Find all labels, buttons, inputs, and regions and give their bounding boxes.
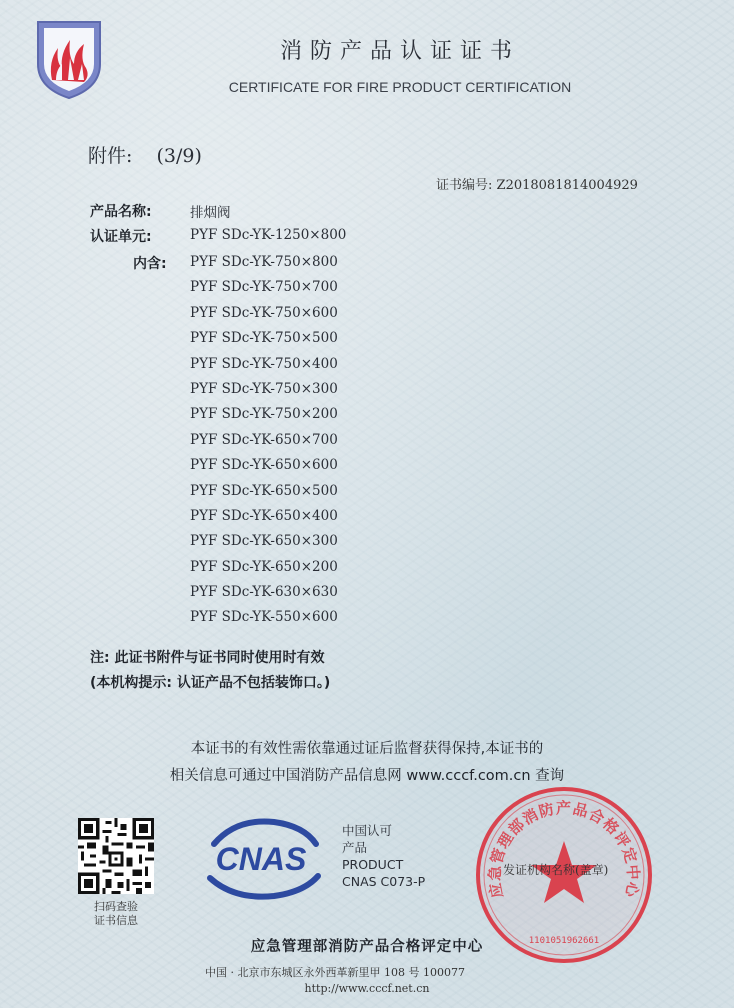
model-item: PYF SDc-YK-750×600 xyxy=(190,304,338,321)
issuing-organization: 应急管理部消防产品合格评定中心 xyxy=(250,939,484,955)
model-item: PYF SDc-YK-750×400 xyxy=(190,355,338,372)
model-item: PYF SDc-YK-750×800 xyxy=(190,254,338,270)
note-validity: 注: 此证书附件与证书同时使用时有效 xyxy=(90,650,325,666)
model-item: PYF SDc-YK-650×300 xyxy=(190,533,338,550)
product-name-value: 排烟阀 xyxy=(190,205,231,221)
model-item: PYF SDc-YK-650×500 xyxy=(190,482,338,499)
model-item: PYF SDc-YK-650×700 xyxy=(190,431,338,448)
cnas-line3: PRODUCT xyxy=(342,857,404,872)
certificate-title-en: CERTIFICATE FOR FIRE PRODUCT CERTIFICATION xyxy=(228,79,572,95)
model-item: PYF SDc-YK-750×500 xyxy=(190,330,338,347)
seal-org-text: 应急管理部消防产品合格评定中心 xyxy=(485,799,643,900)
cert-unit-label: 认证单元: xyxy=(90,229,152,245)
model-item: PYF SDc-YK-750×200 xyxy=(190,406,338,423)
model-item: PYF SDc-YK-650×400 xyxy=(190,507,338,524)
note-exclusion: (本机构提示: 认证产品不包括装饰口。) xyxy=(90,675,331,691)
cnas-line2: 产品 xyxy=(342,840,368,855)
contains-label: 内含: xyxy=(133,256,167,272)
qr-code-icon xyxy=(78,818,154,894)
cnas-accreditation-text xyxy=(342,822,425,890)
product-name-label: 产品名称: xyxy=(90,204,152,220)
certificate-number xyxy=(436,174,638,193)
cnas-logo-text: CNAS xyxy=(215,841,307,877)
qr-label-line2: 证书信息 xyxy=(94,914,138,927)
model-list xyxy=(190,254,338,635)
model-item: PYF SDc-YK-550×600 xyxy=(190,609,338,626)
cnas-line1: 中国认可 xyxy=(342,823,393,838)
cnas-logo-icon xyxy=(196,814,326,904)
attachment-line xyxy=(88,141,202,168)
model-item: PYF SDc-YK-750×700 xyxy=(190,279,338,296)
qr-label-line1: 扫码查验 xyxy=(94,900,138,913)
issuer-seal-note: 发证机构名称(盖章) xyxy=(503,863,609,877)
cnas-line4: CNAS C073-P xyxy=(342,874,426,889)
certificate-title-cn: 消防产品认证证书 xyxy=(279,39,520,64)
model-item: PYF SDc-YK-650×600 xyxy=(190,457,338,474)
organization-address: 中国 · 北京市东城区永外西革新里甲 108 号 100077 xyxy=(205,966,465,979)
model-item: PYF SDc-YK-750×300 xyxy=(190,380,338,397)
model-item: PYF SDc-YK-650×200 xyxy=(190,558,338,575)
qr-code-label xyxy=(80,900,152,928)
organization-url: http://www.cccf.net.cn xyxy=(304,982,430,995)
cert-unit-value: PYF SDc-YK-1250×800 xyxy=(190,227,347,243)
validity-text-line1: 本证书的有效性需依靠通过证后监督获得保持,本证书的 xyxy=(190,741,544,757)
attachment-label: 附件: xyxy=(88,145,133,167)
attachment-value: (3/9) xyxy=(156,145,202,167)
validity-text-line2: 相关信息可通过中国消防产品信息网 www.cccf.com.cn 查询 xyxy=(169,768,565,784)
model-item: PYF SDc-YK-630×630 xyxy=(190,584,338,601)
product-details xyxy=(0,201,734,641)
seal-number: 1101051962661 xyxy=(528,936,600,946)
fire-emblem-icon xyxy=(34,18,104,100)
certificate-number-value: Z2018081814004929 xyxy=(496,178,638,193)
certificate-number-label: 证书编号: xyxy=(436,178,493,193)
